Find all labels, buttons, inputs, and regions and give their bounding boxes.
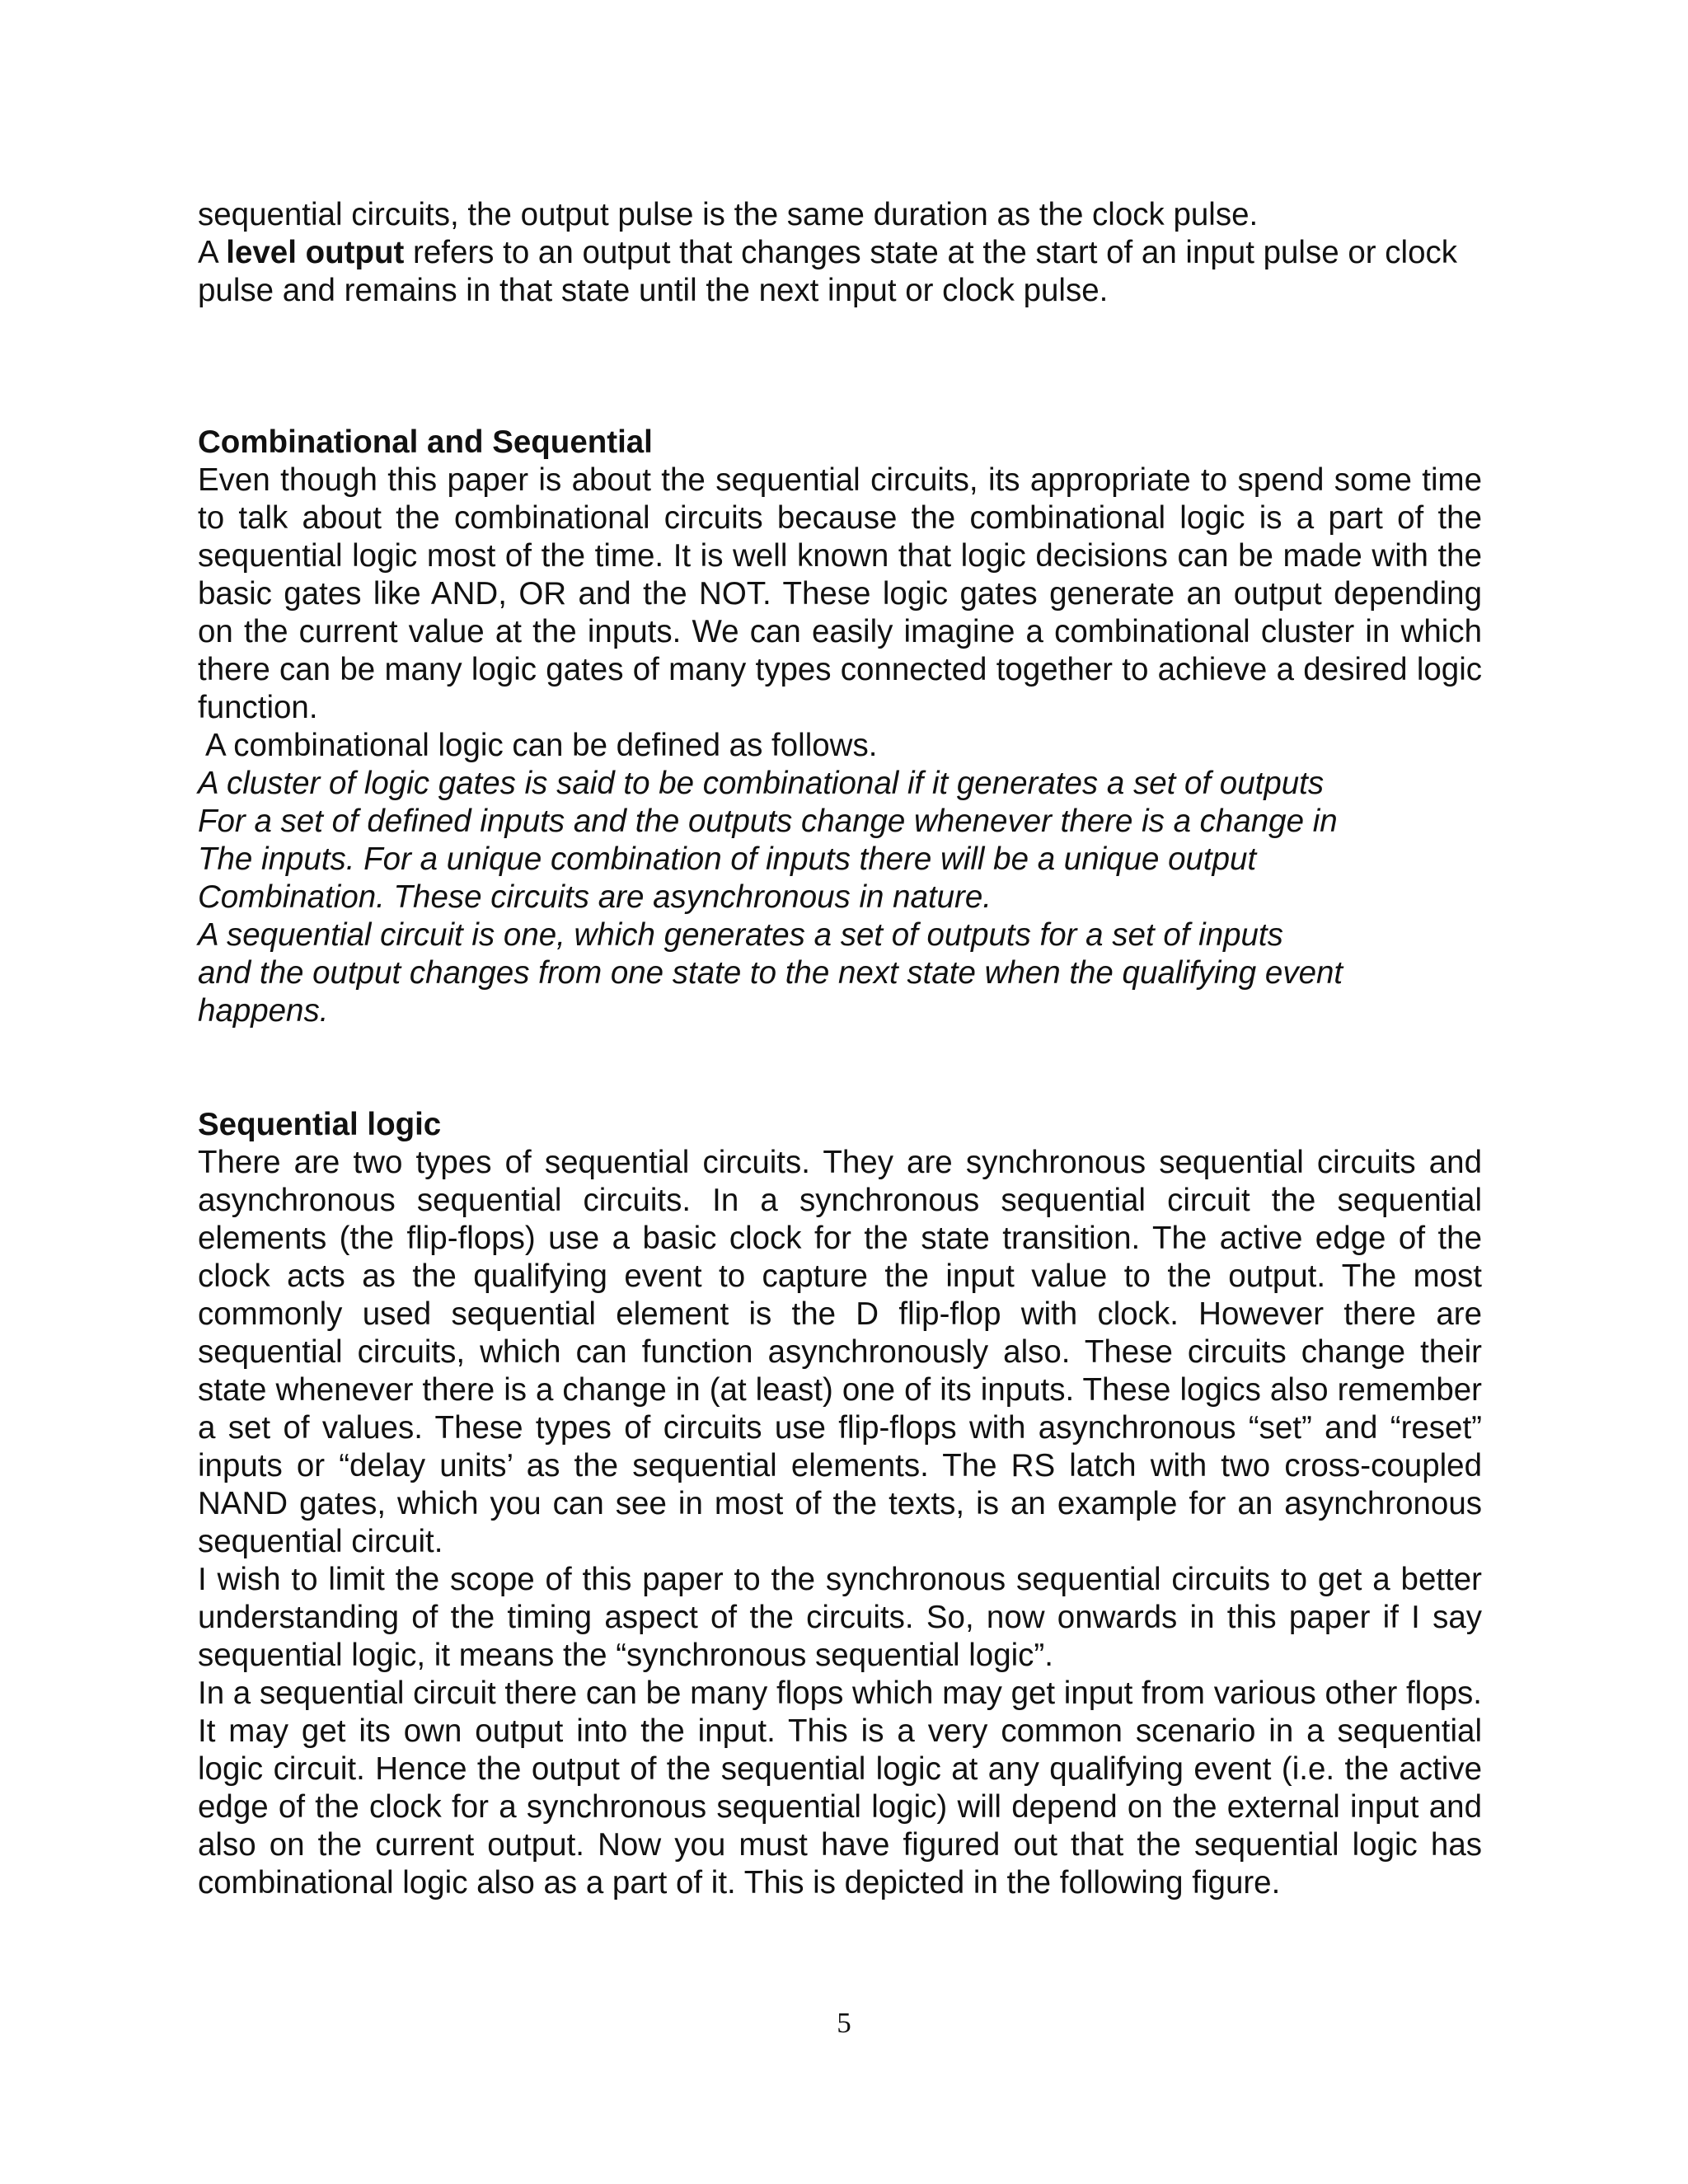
combinational-definition-intro: A combinational logic can be defined as follows. <box>205 728 878 763</box>
definition-line: For a set of defined inputs and the outputs change whenever there is a change in <box>198 804 1338 839</box>
level-output-paragraph <box>198 234 1482 310</box>
definition-line: Combination. These circuits are asynchronous in nature. <box>198 879 992 915</box>
section-spacer <box>198 310 1482 424</box>
combinational-paragraph: Even though this paper is about the sequential circuits, its appropriate to spend some time to talk about the combinational circuits because the combinational logic is a part of the sequential logic most of the time. It is well known that logic decisions can be made with the basic gates like AND, OR and the NOT. These logic gates generate an output depending on the current value at the inputs. We can easily imagine a combinational cluster in which there can be many logic gates of many types connected together to achieve a desired logic function. <box>198 462 1482 725</box>
definition-line: happens. <box>198 993 329 1029</box>
page-number: 5 <box>837 2007 851 2039</box>
sequential-types-paragraph: There are two types of sequential circuits. They are synchronous sequential circuits and asynchronous sequential circuits. In a synchronous sequential circuit the sequential elements (the flip-flops) use a basic clock for the state transition. The active edge of the clock acts as the qualifying event to capture the input value to the output. The most commonly used sequential element is the D flip-flop with clock. However there are sequential circuits, which can function asynchronously also. These circuits change their state whenever there is a change in (at least) one of its inputs. These logics also remember a set of values. These types of circuits use flip-flops with asynchronous “set” and “reset” inputs or “delay units’ as the sequential elements. The RS latch with two cross-coupled NAND gates, which you can see in most of the texts, is an example for an asynchronous sequential circuit. <box>198 1145 1482 1559</box>
definition-block <box>198 765 1482 1030</box>
section-spacer <box>198 1030 1482 1106</box>
level-output-prefix: A <box>198 235 227 270</box>
level-output-term: level output <box>226 235 405 270</box>
sequential-scope-paragraph: I wish to limit the scope of this paper to the synchronous sequential circuits to get a better understanding of the timing aspect of the circuits. So, now onwards in this paper if I say sequential logic, it means the “synchronous sequential logic”. <box>198 1562 1482 1673</box>
definition-line: The inputs. For a unique combination of inputs there will be a unique output <box>198 841 1257 877</box>
definition-line: A sequential circuit is one, which generates a set of outputs for a set of inputs <box>198 917 1283 953</box>
level-output-text: refers to an output that changes state at the start of an input pulse or clock pulse and remains in that state until the next input or clock pulse. <box>198 235 1457 308</box>
page-content <box>198 196 1482 1902</box>
section-heading-sequential-logic: Sequential logic <box>198 1107 442 1142</box>
intro-line: sequential circuits, the output pulse is the same duration as the clock pulse. <box>198 197 1259 232</box>
definition-line: A cluster of logic gates is said to be combinational if it generates a set of outputs <box>198 766 1325 801</box>
sequential-feedback-paragraph: In a sequential circuit there can be many flops which may get input from various other flops. It may get its own output into the input. This is a very common scenario in a sequential logic circuit. Hence the output of the sequential logic at any qualifying event (i.e. the active edge of the clock for a synchronous sequential logic) will depend on the external input and also on the current output. Now you must have figured out that the sequential logic has combinational logic also as a part of it. This is depicted in the following figure. <box>198 1675 1482 1900</box>
section-heading-combinational: Combinational and Sequential <box>198 424 653 460</box>
definition-line: and the output changes from one state to the next state when the qualifying event <box>198 955 1343 991</box>
